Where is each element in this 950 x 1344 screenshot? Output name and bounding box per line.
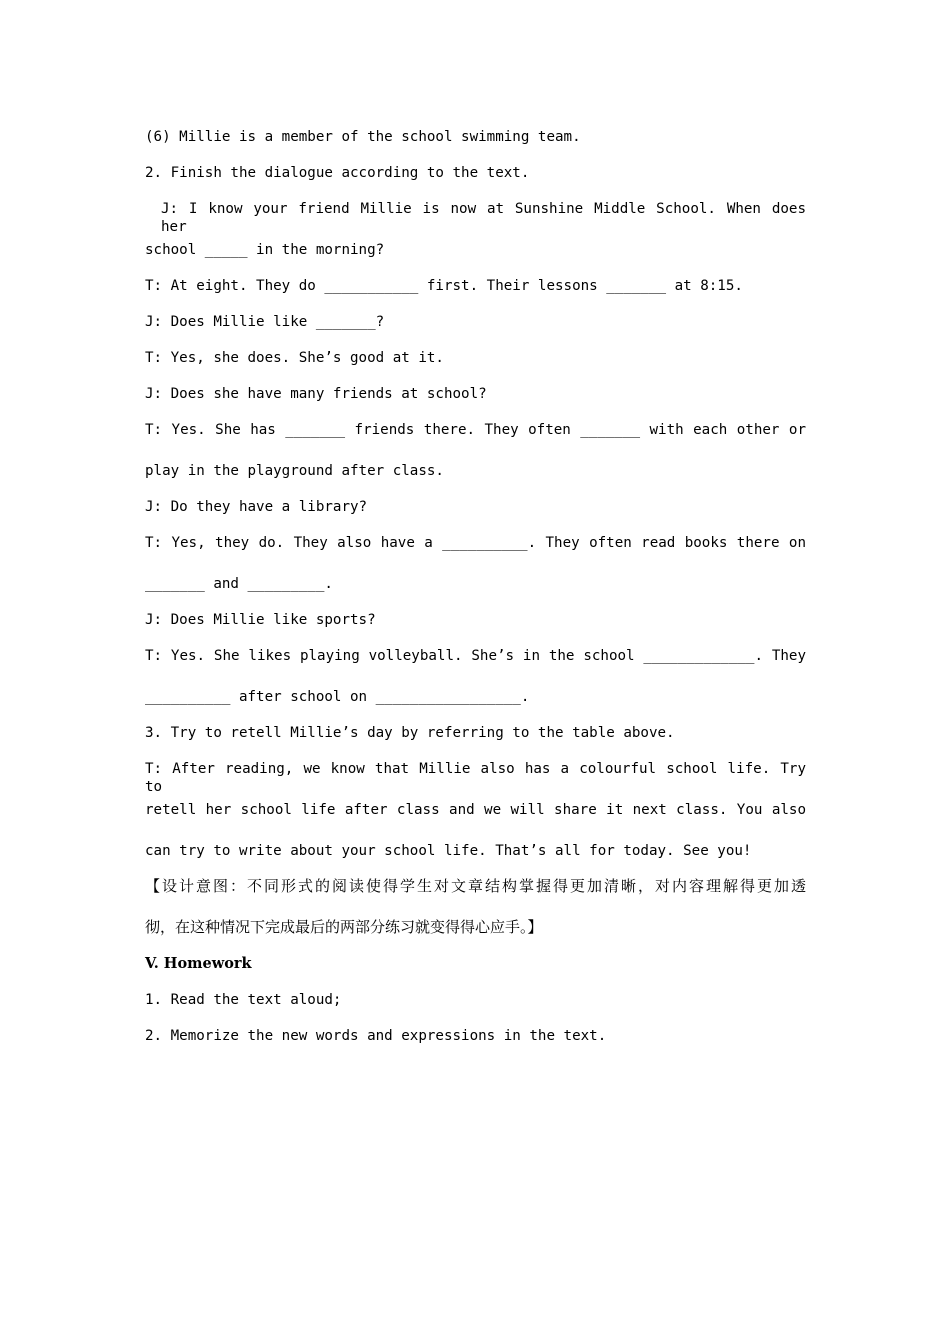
exercise-2-heading: 2. Finish the dialogue according to the text.: [145, 165, 530, 181]
dialogue-line: _______ and _________.: [145, 576, 333, 592]
dialogue-line: T: Yes. She has _______ friends there. They often _______ with each other or: [145, 422, 806, 438]
design-intent-note: 彻，在这种情况下完成最后的两部分练习就变得得心应手。】: [145, 918, 543, 936]
dialogue-line: J: Does Millie like sports?: [145, 612, 376, 628]
dialogue-line: school _____ in the morning?: [145, 242, 385, 258]
dialogue-line: T: Yes. She likes playing volleyball. She’s in the school _____________. They: [145, 648, 806, 664]
homework-item: 2. Memorize the new words and expressions in the text.: [145, 1028, 607, 1044]
dialogue-line: T: Yes, she does. She’s good at it.: [145, 350, 444, 366]
dialogue-line: play in the playground after class.: [145, 463, 444, 479]
teacher-paragraph-line: can try to write about your school life. That’s all for today. See you!: [145, 843, 752, 859]
dialogue-line: J: I know your friend Millie is now at Sunshine Middle School. When does her: [161, 201, 806, 235]
teacher-paragraph-line: T: After reading, we know that Millie also has a colourful school life. Try to: [145, 761, 806, 795]
design-intent-note: 【设计意图：不同形式的阅读使得学生对文章结构掌握得更加清晰，对内容理解得更加透: [145, 877, 806, 895]
dialogue-line: T: Yes, they do. They also have a __________. They often read books there on: [145, 535, 806, 551]
dialogue-line: __________ after school on _________________.: [145, 689, 530, 705]
exercise-3-heading: 3. Try to retell Millie’s day by referring to the table above.: [145, 725, 675, 741]
dialogue-line: J: Does she have many friends at school?: [145, 386, 487, 402]
dialogue-line: T: At eight. They do ___________ first. Their lessons _______ at 8:15.: [145, 278, 743, 294]
teacher-paragraph-line: retell her school life after class and we will share it next class. You also: [145, 802, 806, 818]
exercise-item-6: (6) Millie is a member of the school swimming team.: [145, 129, 581, 145]
homework-heading: V. Homework: [145, 955, 252, 972]
dialogue-line: J: Does Millie like _______?: [145, 314, 385, 330]
homework-item: 1. Read the text aloud;: [145, 992, 342, 1008]
dialogue-line: J: Do they have a library?: [145, 499, 368, 515]
